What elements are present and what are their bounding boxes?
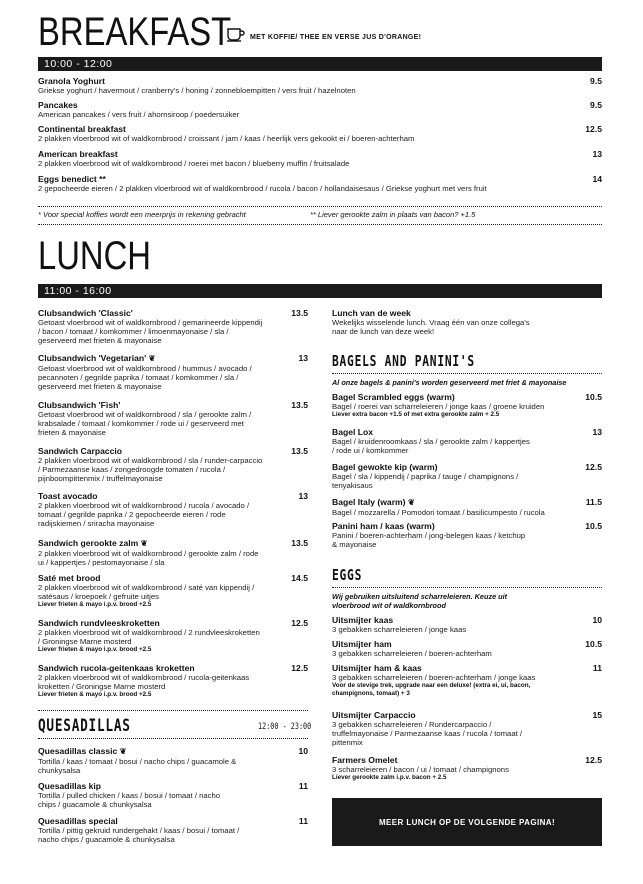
item-price: 13	[592, 427, 602, 437]
bagels-title: BAGELS AND PANINI'S	[332, 352, 475, 370]
bagel-item	[332, 392, 602, 419]
item-price: 13.5	[291, 538, 308, 548]
item-name: Sandwich rucola-geitenkaas kroketten	[38, 663, 195, 673]
lunch-week	[332, 308, 602, 336]
item-desc: Bagel / kruidenroomkaas / sla / gerookte zalm / kappertjes / rode ui / komkommer	[332, 437, 530, 456]
lunch-time-bar: 11:00 - 16:00	[38, 284, 602, 298]
egg-item	[332, 663, 602, 698]
item-name: Continental breakfast	[38, 124, 126, 134]
breakfast-footnote-2: ** Liever gerookte zalm in plaats van bacon? +1.5	[310, 210, 476, 219]
divider	[38, 224, 602, 225]
item-extra: Liever gerookte zalm i.p.v. bacon + 2.5	[332, 774, 447, 782]
item-price: 11	[298, 816, 308, 826]
item-price: 11.5	[585, 497, 602, 507]
egg-item	[332, 639, 602, 658]
breakfast-drinks-note: MET KOFFIE/ THEE EN VERSE JUS D'ORANGE!	[250, 34, 422, 41]
item-price: 12.5	[291, 618, 308, 628]
item-price: 10	[298, 746, 308, 756]
lunch-item	[38, 353, 308, 392]
egg-item	[332, 615, 602, 634]
divider	[332, 587, 602, 588]
item-name: Sandwich gerookte zalm	[38, 538, 139, 548]
breakfast-item	[38, 174, 602, 193]
leaf-icon: ❦	[119, 747, 127, 756]
item-price: 14	[592, 174, 602, 184]
item-price: 13.5	[291, 446, 308, 456]
item-desc: 2 plakken vloerbrood wit of waldkornbrood / roerei met bacon / blueberry muffin / fruitsalade	[38, 159, 350, 168]
item-name: Bagel Lox	[332, 427, 374, 437]
quesadillas-title: QUESADILLAS	[38, 716, 131, 736]
item-name: Sandwich rundvleeskroketten	[38, 618, 160, 628]
breakfast-title: BREAKFAST	[38, 10, 232, 54]
item-name: Pancakes	[38, 100, 78, 110]
egg-item	[332, 710, 602, 748]
bagel-item	[332, 521, 602, 549]
item-name: Uitsmijter kaas	[332, 615, 394, 625]
leaf-icon: ❦	[148, 354, 156, 363]
coffee-cup-icon	[226, 26, 246, 47]
item-desc: 3 gebakken scharreleieren / boeren-achterham	[332, 649, 492, 658]
item-desc: Tortilla / pittig gekruid rundergehakt / kaas / bosui / tomaat / nacho chips / guacamole & chunkysalsa	[38, 826, 240, 845]
item-desc: American pancakes / vers fruit / ahornsiroop / poedersuiker	[38, 110, 240, 119]
item-price: 15	[592, 710, 602, 720]
item-extra: Liever frieten & mayo i.p.v. brood +2.5	[38, 646, 152, 654]
item-price: 10.5	[585, 392, 602, 402]
item-price: 13.5	[291, 400, 308, 410]
item-name: Clubsandwich 'Fish'	[38, 400, 121, 410]
item-name: Clubsandwich 'Classic'	[38, 308, 133, 318]
item-price: 10.5	[585, 521, 602, 531]
item-desc: Wekelijks wisselende lunch. Vraag één van onze collega's naar de lunch van deze week!	[332, 318, 530, 337]
item-desc: Bagel / sla / kippendij / paprika / tauge / champignons / teriyakisaus	[332, 472, 519, 491]
item-desc: Getoast vloerbrood wit of waldkornbrood / sla / gerookte zalm / krabsalade / tomaat / komkommer / rode ui / geserveerd met frieten & mayonaise	[38, 410, 252, 438]
divider	[38, 710, 308, 711]
item-extra: Liever frieten & mayo i.p.v. brood +2.5	[38, 601, 152, 609]
item-price: 13	[592, 149, 602, 159]
item-desc: 2 gepocheerde eieren / 2 plakken vloerbrood wit of waldkornbrood / rucola / bacon / hollandaisesaus / Griekse yoghurt met vers fruit	[38, 184, 487, 193]
breakfast-item	[38, 149, 602, 168]
lunch-item	[38, 573, 308, 609]
lunch-item	[38, 446, 308, 484]
bagel-item	[332, 497, 602, 517]
item-price: 14.5	[291, 573, 308, 583]
leaf-icon: ❦	[140, 539, 148, 548]
item-price: 10	[592, 615, 602, 625]
lunch-item	[38, 491, 308, 529]
item-desc: 2 plakken vloerbrood wit of waldkornbrood / croissant / jam / kaas / heerlijk vers gekookt ei / boeren-achterham	[38, 134, 415, 143]
item-name: Quesadillas kip	[38, 781, 102, 791]
item-price: 9.5	[590, 76, 602, 86]
quesadillas-time: 12:00 - 23:00	[258, 722, 312, 732]
item-extra: Voor de stevige trek, upgrade naar een deluxe! (extra ei, ui, bacon, champignons, tomaat) + 3	[332, 682, 531, 698]
item-name: Bagel gewokte kip (warm)	[332, 462, 438, 472]
item-name: Bagel Italy (warm)	[332, 497, 406, 507]
item-name: Bagel Scrambled eggs (warm)	[332, 392, 455, 402]
item-desc: 2 plakken vloerbrood wit of waldkornbrood / rucola / avocado / tomaat / gegrilde paprika / 2 gepocheerde eieren / rode radijskiemen / sriracha mayonaise	[38, 501, 250, 529]
item-desc: 2 plakken vloerbrood wit of waldkornbrood / 2 rundvleeskroketten / Groningse Marne mosterd	[38, 628, 260, 647]
divider	[332, 373, 602, 374]
item-desc: Panini / boeren-achterham / jong-belegen kaas / ketchup & mayonaise	[332, 531, 526, 550]
eggs-title: EGGS	[332, 566, 363, 584]
quesadilla-item	[38, 746, 308, 775]
item-desc: 3 gebakken scharreleieren / Rundercarpaccio / truffelmayonaise / Parmezaanse kaas / rucola / tomaat / pittenmix	[332, 720, 523, 748]
item-name: Clubsandwich 'Vegetarian'	[38, 353, 147, 363]
item-desc: 2 plakken vloerbrood wit of waldkornbrood / saté van kippendij / satésaus / kroepoek / gefruite uitjes	[38, 583, 255, 602]
divider	[38, 738, 308, 739]
item-price: 11	[592, 663, 602, 673]
item-price: 12.5	[585, 462, 602, 472]
item-name: Granola Yoghurt	[38, 76, 106, 86]
bagels-note: Al onze bagels & panini's worden geserveerd met friet & mayonaise	[332, 378, 567, 387]
item-price: 13.5	[291, 308, 308, 318]
item-name: Lunch van de week	[332, 308, 411, 318]
item-price: 10.5	[585, 639, 602, 649]
egg-item	[332, 755, 602, 782]
quesadilla-item	[38, 816, 308, 844]
item-name: American breakfast	[38, 149, 118, 159]
item-price: 12.5	[585, 755, 602, 765]
lunch-item	[38, 663, 308, 699]
item-name: Uitsmijter Carpaccio	[332, 710, 416, 720]
item-name: Eggs benedict **	[38, 174, 106, 184]
bagel-item	[332, 427, 602, 455]
eggs-note: Wij gebruiken uitsluitend scharreleieren. Keuze uit vloerbrood wit of waldkornbrood	[332, 592, 508, 610]
item-price: 11	[298, 781, 308, 791]
lunch-item	[38, 400, 308, 438]
lunch-title: LUNCH	[38, 234, 151, 278]
next-page-banner: MEER LUNCH OP DE VOLGENDE PAGINA!	[332, 798, 602, 846]
item-desc: 3 gebakken scharreleieren / jonge kaas	[332, 625, 467, 634]
breakfast-item	[38, 124, 602, 143]
item-price: 12.5	[291, 663, 308, 673]
item-price: 13	[298, 353, 308, 363]
item-name: Panini ham / kaas (warm)	[332, 521, 435, 531]
bagel-item	[332, 462, 602, 490]
item-name: Uitsmijter ham	[332, 639, 392, 649]
item-extra: Liever frieten & mayo i.p.v. brood +2.5	[38, 691, 152, 699]
item-name: Saté met brood	[38, 573, 101, 583]
breakfast-time-bar: 10:00 - 12:00	[38, 57, 602, 71]
item-desc: 2 plakken vloerbrood wit of waldkornbrood / rucola-geitenkaas kroketten / Groningse Marne mosterd	[38, 673, 250, 692]
item-desc: Getoast vloerbrood wit of waldkornbrood / hummus / avocado / pecannoten / gegrilde paprika / tomaat / komkommer / sla / geserveerd met frieten & mayonaise	[38, 364, 252, 392]
item-price: 13	[298, 491, 308, 501]
item-desc: Tortilla / pulled chicken / kaas / bosui / tomaat / nacho chips / guacamole & chunkysalsa	[38, 791, 221, 810]
item-name: Uitsmijter ham & kaas	[332, 663, 422, 673]
breakfast-footnote-1: * Voor special koffies wordt een meerprijs in rekening gebracht	[38, 210, 246, 219]
divider	[38, 206, 602, 207]
item-price: 9.5	[590, 100, 602, 110]
item-price: 12.5	[585, 124, 602, 134]
item-desc: Getoast vloerbrood wit of waldkornbrood / gemarineerde kippendij / bacon / tomaat / komkommer / limoenmayonaise / sla / geserveerd met frieten & mayonaise	[38, 318, 263, 346]
item-extra: Liever extra bacon +1.5 of met extra gerookte zalm + 2.5	[332, 411, 500, 419]
item-name: Sandwich Carpaccio	[38, 446, 123, 456]
item-name: Farmers Omelet	[332, 755, 398, 765]
breakfast-item	[38, 76, 602, 95]
lunch-item	[38, 618, 308, 654]
leaf-icon: ❦	[407, 498, 415, 507]
item-name: Quesadillas special	[38, 816, 118, 826]
item-name: Quesadillas classic	[38, 746, 118, 756]
item-desc: 3 scharreleieren / bacon / ui / tomaat / champignons	[332, 765, 509, 774]
breakfast-item	[38, 100, 602, 119]
item-desc: Griekse yoghurt / havermout / cranberry's / honing / zonnebloempitten / vers fruit / hazelnoten	[38, 86, 356, 95]
item-desc: 2 plakken vloerbrood wit of waldkornbrood / gerookte zalm / rode ui / kappertjes / pestomayonaise / sla	[38, 549, 259, 568]
quesadilla-item	[38, 781, 308, 809]
item-desc: 3 gebakken scharreleieren / boeren-achterham / jonge kaas	[332, 673, 536, 682]
item-desc: Bagel / roerei van scharreleieren / jonge kaas / groene kruiden	[332, 402, 545, 411]
item-desc: Bagel / mozzarella / Pomodori tomaat / basilicumpesto / rucola	[332, 508, 545, 517]
item-name: Toast avocado	[38, 491, 98, 501]
lunch-item	[38, 308, 308, 346]
lunch-item	[38, 538, 308, 567]
item-desc: 2 plakken vloerbrood wit of waldkornbrood / sla / runder-carpaccio / Parmezaanse kaas / zongedroogde tomaten / rucola / pijnboompittenmix / truffelmayonaise	[38, 456, 263, 484]
item-desc: Tortilla / kaas / tomaat / bosui / nacho chips / guacamole & chunkysalsa	[38, 757, 237, 776]
